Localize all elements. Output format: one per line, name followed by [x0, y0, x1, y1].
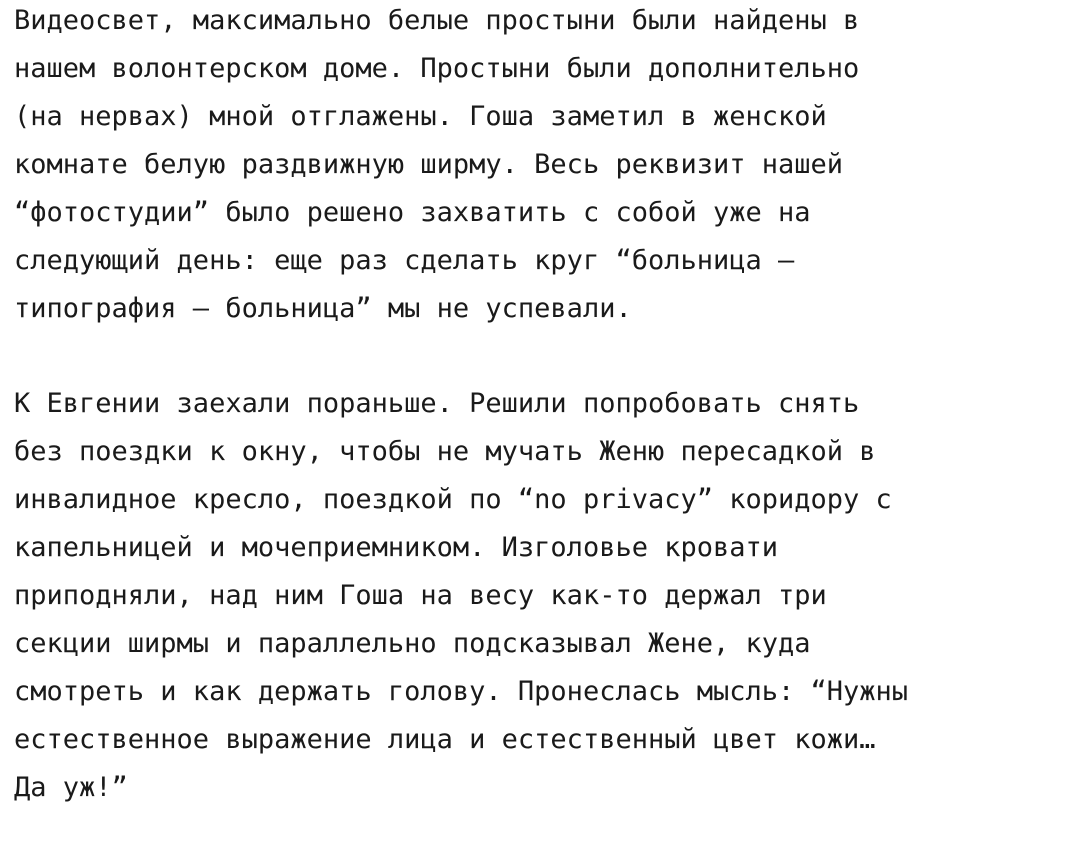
text-line: приподняли, над ним Гоша на весу как-то держал три	[14, 580, 827, 611]
text-line: секции ширмы и параллельно подсказывал Жене, куда	[14, 628, 811, 659]
text-line: следующий день: еще раз сделать круг “больница –	[14, 245, 795, 276]
text-line: Видеосвет, максимально белые простыни были найдены в	[14, 5, 860, 36]
text-line: капельницей и мочеприемником. Изголовье кровати	[14, 532, 779, 563]
text-line: типография – больница” мы не успевали.	[14, 293, 632, 324]
text-line: инвалидное кресло, поездкой по “no privacy” коридору с	[14, 484, 892, 515]
text-line: Да уж!”	[14, 772, 128, 803]
paragraph-1	[14, 0, 859, 333]
text-line: смотреть и как держать голову. Пронеслась мысль: “Нужны	[14, 676, 909, 707]
text-line: К Евгении заехали пораньше. Решили попробовать снять	[14, 388, 860, 419]
paragraph-2	[14, 380, 908, 812]
text-line: нашем волонтерском доме. Простыни были дополнительно	[14, 53, 860, 84]
text-line: “фотостудии” было решено захватить с собой уже на	[14, 197, 811, 228]
text-line: (на нервах) мной отглажены. Гоша заметил в женской	[14, 101, 827, 132]
text-line: комнате белую раздвижную ширму. Весь реквизит нашей	[14, 149, 844, 180]
text-line: без поездки к окну, чтобы не мучать Женю пересадкой в	[14, 436, 876, 467]
text-line: естественное выражение лица и естественный цвет кожи…	[14, 724, 876, 755]
